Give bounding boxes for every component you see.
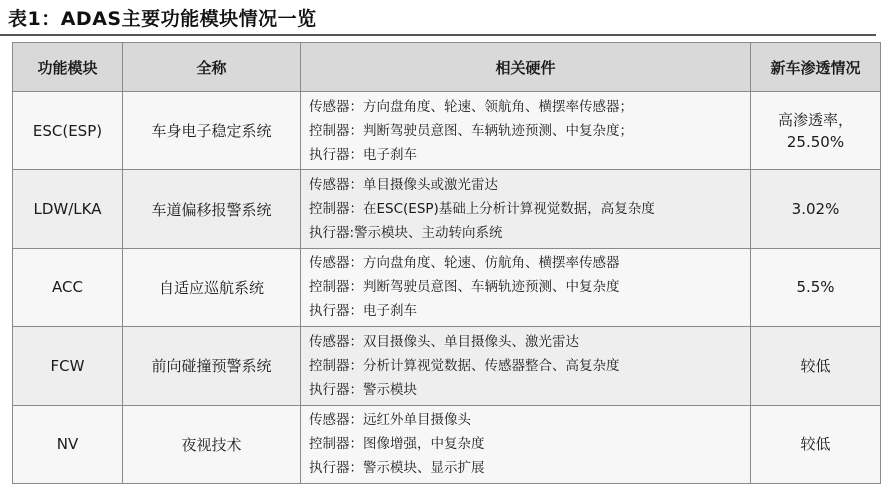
table-row <box>13 405 881 483</box>
penetration-cell <box>751 248 881 326</box>
penetration-cell <box>751 170 881 248</box>
hardware-line: 执行器：电子刹车 <box>309 303 417 320</box>
module-cell: ACC <box>13 248 123 326</box>
table-row <box>13 170 881 248</box>
hardware-line: 传感器：双目摄像头、单目摄像头、激光雷达 <box>309 333 579 350</box>
hardware-line: 控制器：判断驾驶员意图、车辆轨迹预测、中复杂度 <box>309 279 620 296</box>
hardware-cell <box>301 92 751 170</box>
module-cell: FCW <box>13 327 123 405</box>
hardware-line: 控制器：判断驾驶员意图、车辆轨迹预测、中复杂度； <box>309 122 633 139</box>
hardware-cell <box>301 327 751 405</box>
penetration-value: 较低 <box>800 435 831 454</box>
title-underline <box>0 34 876 36</box>
hardware-line: 执行器:警示模块、主动转向系统 <box>309 225 503 242</box>
table-body <box>13 92 881 484</box>
table-row <box>13 248 881 326</box>
penetration-value: 25.50% <box>786 132 845 151</box>
hardware-line: 执行器：电子刹车 <box>309 146 417 163</box>
hardware-cell <box>301 248 751 326</box>
full-name-cell: 前向碰撞预警系统 <box>123 327 301 405</box>
table-row <box>13 327 881 405</box>
header-penetration: 新车渗透情况 <box>751 43 881 92</box>
penetration-value: 较低 <box>800 356 831 375</box>
hardware-line: 控制器：图像增强，中复杂度 <box>309 436 485 453</box>
penetration-cell <box>751 327 881 405</box>
header-row <box>13 43 881 92</box>
hardware-line: 传感器：单目摄像头或激光雷达 <box>309 177 498 194</box>
full-name-cell: 车道偏移报警系统 <box>123 170 301 248</box>
hardware-line: 传感器：方向盘角度、轮速、领航角、横摆率传感器； <box>309 98 633 115</box>
hardware-line: 控制器：分析计算视觉数据、传感器整合、高复杂度 <box>309 357 620 374</box>
module-cell: ESC(ESP) <box>13 92 123 170</box>
header-hardware: 相关硬件 <box>301 43 751 92</box>
penetration-value: 3.02% <box>791 200 840 219</box>
hardware-line: 控制器：在ESC(ESP)基础上分析计算视觉数据，高复杂度 <box>309 201 655 218</box>
penetration-cell <box>751 405 881 483</box>
module-cell: NV <box>13 405 123 483</box>
adas-module-table <box>12 42 881 484</box>
penetration-value: 5.5% <box>796 278 835 297</box>
hardware-cell <box>301 170 751 248</box>
hardware-cell <box>301 405 751 483</box>
hardware-line: 执行器：警示模块 <box>309 381 417 398</box>
hardware-line: 传感器：方向盘角度、轮速、仿航角、横摆率传感器 <box>309 255 620 272</box>
penetration-cell <box>751 92 881 170</box>
hardware-line: 传感器：远红外单目摄像头 <box>309 412 471 429</box>
penetration-value: 高渗透率， <box>777 110 853 129</box>
full-name-cell: 夜视技术 <box>123 405 301 483</box>
full-name-cell: 车身电子稳定系统 <box>123 92 301 170</box>
header-full-name: 全称 <box>123 43 301 92</box>
table-title: 表1：ADAS主要功能模块情况一览 <box>8 8 317 30</box>
header-module: 功能模块 <box>13 43 123 92</box>
table-row <box>13 92 881 170</box>
full-name-cell: 自适应巡航系统 <box>123 248 301 326</box>
hardware-line: 执行器：警示模块、显示扩展 <box>309 460 485 477</box>
module-cell: LDW/LKA <box>13 170 123 248</box>
title-bar <box>0 0 888 40</box>
